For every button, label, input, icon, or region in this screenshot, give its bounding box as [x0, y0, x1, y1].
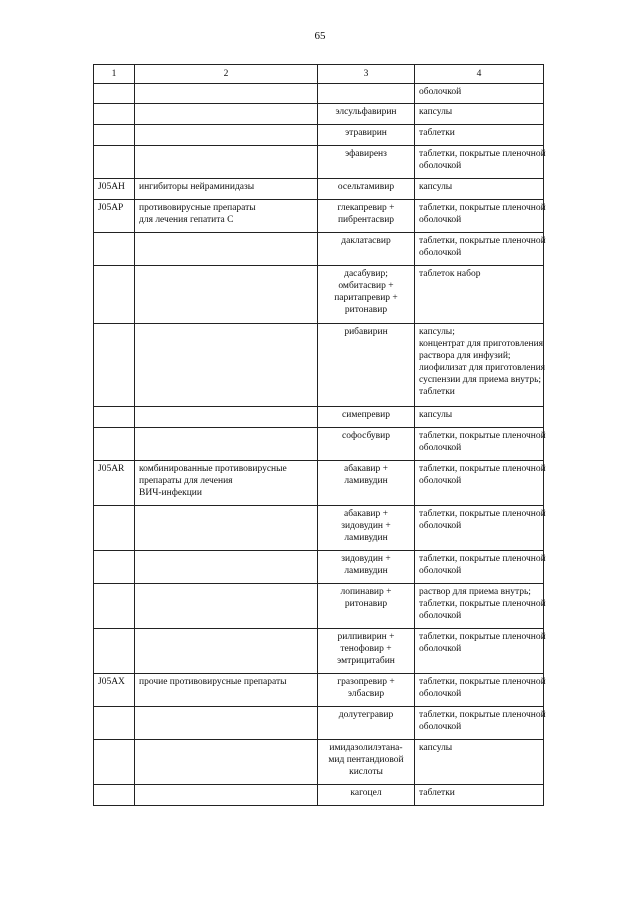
substance-cell-line: ритонавир: [344, 305, 388, 315]
dosage-form-cell-line: таблетки, покрытые пленочной: [419, 464, 546, 474]
substance-cell-line: дасабувир;: [344, 269, 388, 279]
dosage-form-cell-line: таблетки, покрытые пленочной: [419, 599, 546, 609]
table-row: [94, 785, 544, 806]
atc-code-cell: [94, 629, 135, 674]
group-name-cell: [135, 266, 318, 324]
dosage-form-cell-line: оболочкой: [419, 87, 462, 97]
substance-cell: [318, 324, 415, 407]
substance-cell: [318, 551, 415, 584]
dosage-form-cell: [415, 506, 544, 551]
table-row: [94, 629, 544, 674]
table-row: [94, 84, 544, 104]
table-row: [94, 551, 544, 584]
group-name-cell-line: для лечения гепатита С: [139, 215, 234, 225]
atc-code-cell: [94, 266, 135, 324]
dosage-form-cell: [415, 125, 544, 146]
dosage-form-cell-line: таблеток набор: [419, 269, 481, 279]
substance-cell-line: симепревир: [342, 410, 390, 420]
substance-cell: [318, 428, 415, 461]
dosage-form-cell: [415, 84, 544, 104]
dosage-form-cell-line: оболочкой: [419, 443, 462, 453]
table-row: [94, 584, 544, 629]
substance-cell-line: гразопревир +: [337, 677, 395, 687]
dosage-form-cell: [415, 629, 544, 674]
dosage-form-cell: [415, 428, 544, 461]
dosage-form-cell-line: капсулы: [419, 182, 453, 192]
substance-cell: [318, 233, 415, 266]
atc-code-cell: [94, 146, 135, 179]
dosage-form-cell-line: суспензии для приема внутрь;: [419, 375, 542, 385]
substance-cell: [318, 506, 415, 551]
substance-cell: [318, 104, 415, 125]
dosage-form-cell: [415, 740, 544, 785]
dosage-form-cell-line: оболочкой: [419, 521, 462, 531]
dosage-form-cell-line: капсулы: [419, 107, 453, 117]
dosage-form-cell-line: таблетки, покрытые пленочной: [419, 431, 546, 441]
substance-cell: [318, 674, 415, 707]
dosage-form-cell: [415, 407, 544, 428]
substance-cell-line: осельтамивир: [337, 182, 395, 192]
column-header-4: 4: [415, 65, 544, 84]
substance-cell: [318, 785, 415, 806]
atc-code-cell: [94, 506, 135, 551]
group-name-cell: [135, 104, 318, 125]
table-row: [94, 104, 544, 125]
group-name-cell-line: прочие противовирусные препараты: [139, 677, 287, 687]
dosage-form-cell-line: оболочкой: [419, 689, 462, 699]
dosage-form-cell-line: капсулы: [419, 410, 453, 420]
dosage-form-cell: [415, 146, 544, 179]
table-row: [94, 461, 544, 506]
dosage-form-cell: [415, 551, 544, 584]
table-row: [94, 233, 544, 266]
substance-cell-line: элсульфавирин: [335, 107, 397, 117]
substance-cell-line: эфавиренз: [345, 149, 387, 159]
table-row: [94, 200, 544, 233]
substance-cell-line: ламивудин: [344, 533, 388, 543]
group-name-cell-line: препараты для лечения: [139, 476, 233, 486]
atc-code-cell: [94, 324, 135, 407]
group-name-cell: [135, 125, 318, 146]
atc-code-cell: [94, 707, 135, 740]
atc-code-cell: [94, 740, 135, 785]
substance-cell-line: рилпивирин +: [337, 632, 395, 642]
substance-cell-line: абакавир +: [343, 464, 388, 474]
group-name-cell-line: комбинированные противовирусные: [139, 464, 287, 474]
atc-code-cell: [94, 233, 135, 266]
dosage-form-cell-line: оболочкой: [419, 566, 462, 576]
substance-cell-line: лопинавир +: [340, 587, 392, 597]
dosage-form-cell: [415, 200, 544, 233]
dosage-form-cell: [415, 461, 544, 506]
group-name-cell: [135, 506, 318, 551]
substance-cell-line: долутегравир: [338, 710, 394, 720]
dosage-form-cell: [415, 233, 544, 266]
table-row: [94, 506, 544, 551]
atc-code-cell: [94, 428, 135, 461]
dosage-form-cell-line: оболочкой: [419, 161, 462, 171]
column-header-2: 2: [135, 65, 318, 84]
dosage-form-cell: [415, 104, 544, 125]
dosage-form-cell-line: таблетки: [419, 387, 455, 397]
group-name-cell-line: ингибиторы нейраминидазы: [139, 182, 255, 192]
substance-cell-line: ламивудин: [344, 476, 388, 486]
group-name-cell: [135, 84, 318, 104]
table-row: [94, 740, 544, 785]
dosage-form-cell: [415, 266, 544, 324]
dosage-form-cell-line: таблетки, покрытые пленочной: [419, 149, 546, 159]
substance-cell-line: даклатасвир: [341, 236, 391, 246]
substance-cell: [318, 200, 415, 233]
substance-cell-line: зидовудин +: [341, 554, 391, 564]
atc-code-cell: [94, 785, 135, 806]
substance-cell: [318, 740, 415, 785]
column-header-1: 1: [94, 65, 135, 84]
table-row: [94, 125, 544, 146]
substance-cell-line: глекапревир +: [337, 203, 395, 213]
dosage-form-cell-line: оболочкой: [419, 476, 462, 486]
dosage-form-cell-line: раствора для инфузий;: [419, 351, 511, 361]
dosage-form-cell-line: таблетки, покрытые пленочной: [419, 632, 546, 642]
table-row: [94, 179, 544, 200]
dosage-form-cell-line: таблетки: [419, 128, 455, 138]
dosage-form-cell: [415, 324, 544, 407]
column-header-3: 3: [318, 65, 415, 84]
group-name-cell: [135, 407, 318, 428]
substance-cell: [318, 584, 415, 629]
dosage-form-cell-line: таблетки, покрытые пленочной: [419, 677, 546, 687]
group-name-cell: [135, 674, 318, 707]
dosage-form-cell-line: таблетки, покрытые пленочной: [419, 710, 546, 720]
dosage-form-cell: [415, 707, 544, 740]
substance-cell: [318, 707, 415, 740]
dosage-form-cell-line: раствор для приема внутрь;: [419, 587, 531, 597]
group-name-cell: [135, 233, 318, 266]
atc-code-cell: [94, 551, 135, 584]
substance-cell-line: ламивудин: [344, 566, 388, 576]
substance-cell: [318, 266, 415, 324]
table-row: [94, 428, 544, 461]
atc-code-cell: J05AH: [94, 179, 135, 200]
group-name-cell: [135, 740, 318, 785]
group-name-cell: [135, 461, 318, 506]
dosage-form-cell-line: таблетки: [419, 788, 455, 798]
dosage-form-cell-line: таблетки, покрытые пленочной: [419, 554, 546, 564]
atc-code-cell: J05AX: [94, 674, 135, 707]
table-row: [94, 146, 544, 179]
substance-cell-line: абакавир +: [343, 509, 388, 519]
substance-cell-line: ритонавир: [344, 599, 388, 609]
dosage-form-cell-line: оболочкой: [419, 644, 462, 654]
group-name-cell: [135, 584, 318, 629]
drug-table: [93, 64, 544, 806]
group-name-cell: [135, 707, 318, 740]
substance-cell-line: рибавирин: [344, 327, 388, 337]
dosage-form-cell-line: оболочкой: [419, 722, 462, 732]
dosage-form-cell: [415, 179, 544, 200]
group-name-cell: [135, 551, 318, 584]
group-name-cell: [135, 785, 318, 806]
substance-cell-line: паритапревир +: [334, 293, 398, 303]
dosage-form-cell: [415, 584, 544, 629]
atc-code-cell: J05AP: [94, 200, 135, 233]
group-name-cell-line: противовирусные препараты: [139, 203, 256, 213]
substance-cell: [318, 407, 415, 428]
dosage-form-cell-line: лиофилизат для приготовления: [419, 363, 546, 373]
group-name-cell-line: ВИЧ-инфекции: [139, 488, 202, 498]
substance-cell-line: софосбувир: [342, 431, 390, 441]
group-name-cell: [135, 200, 318, 233]
atc-code-cell: [94, 125, 135, 146]
page-number: 65: [314, 30, 326, 42]
substance-cell-line: кагоцел: [350, 788, 382, 798]
dosage-form-cell-line: таблетки, покрытые пленочной: [419, 203, 546, 213]
dosage-form-cell-line: концентрат для приготовления: [419, 339, 544, 349]
group-name-cell: [135, 428, 318, 461]
substance-cell-line: кислоты: [349, 767, 383, 777]
dosage-form-cell-line: таблетки, покрытые пленочной: [419, 236, 546, 246]
atc-code-cell: [94, 104, 135, 125]
table-row: [94, 266, 544, 324]
atc-code-cell: [94, 84, 135, 104]
dosage-form-cell: [415, 785, 544, 806]
table-row: [94, 707, 544, 740]
substance-cell: [318, 461, 415, 506]
dosage-form-cell-line: капсулы;: [419, 327, 455, 337]
group-name-cell: [135, 179, 318, 200]
dosage-form-cell-line: оболочкой: [419, 248, 462, 258]
substance-cell-line: мид пентандиовой: [328, 755, 404, 765]
table-header-row: [94, 65, 544, 84]
substance-cell-line: пибрентасвир: [337, 215, 395, 225]
substance-cell: [318, 84, 415, 104]
substance-cell: [318, 179, 415, 200]
dosage-form-cell-line: оболочкой: [419, 215, 462, 225]
dosage-form-cell-line: таблетки, покрытые пленочной: [419, 509, 546, 519]
table-row: [94, 407, 544, 428]
substance-cell-line: эмтрицитабин: [337, 656, 395, 666]
atc-code-cell: [94, 584, 135, 629]
substance-cell-line: элбасвир: [347, 689, 385, 699]
substance-cell-line: омбитасвир +: [338, 281, 394, 291]
group-name-cell: [135, 629, 318, 674]
substance-cell: [318, 629, 415, 674]
atc-code-cell: J05AR: [94, 461, 135, 506]
dosage-form-cell-line: капсулы: [419, 743, 453, 753]
group-name-cell: [135, 146, 318, 179]
substance-cell: [318, 146, 415, 179]
substance-cell-line: зидовудин +: [341, 521, 391, 531]
substance-cell-line: имидазолилэтана-: [329, 743, 403, 753]
substance-cell: [318, 125, 415, 146]
dosage-form-cell-line: оболочкой: [419, 611, 462, 621]
atc-code-cell: [94, 407, 135, 428]
substance-cell-line: тенофовир +: [340, 644, 392, 654]
dosage-form-cell: [415, 674, 544, 707]
substance-cell-line: этравирин: [345, 128, 387, 138]
group-name-cell: [135, 324, 318, 407]
table-row: [94, 324, 544, 407]
table-row: [94, 674, 544, 707]
